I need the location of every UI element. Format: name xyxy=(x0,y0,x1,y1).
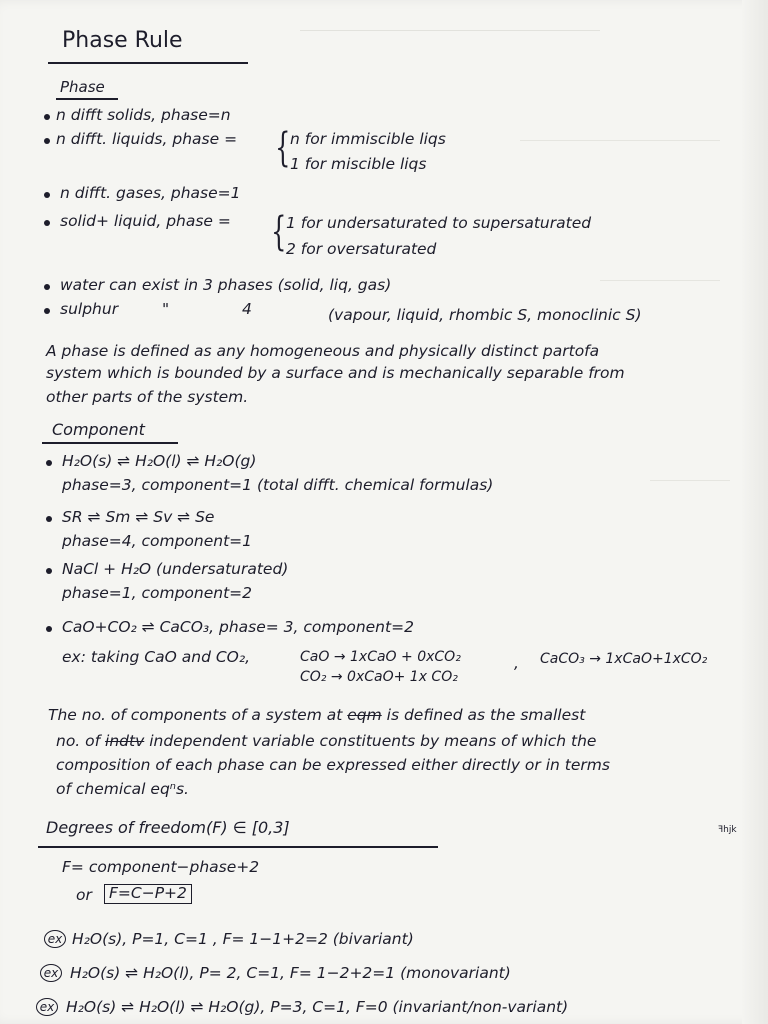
bullet xyxy=(44,308,50,314)
struck-text: eqm xyxy=(347,706,382,724)
freedom-heading-underline xyxy=(38,846,438,848)
ex-marker: ex xyxy=(44,930,66,948)
phase-line-sulphur: sulphur xyxy=(60,300,119,318)
bullet xyxy=(46,460,52,466)
bullet xyxy=(44,138,50,144)
bleed-through-2 xyxy=(520,140,720,142)
bleed-through-1 xyxy=(300,30,600,32)
component-example-sulphur-equation: SR ⇌ Sm ⇌ Sv ⇌ Se xyxy=(62,508,215,526)
component-heading-underline xyxy=(42,442,178,444)
phase-liquids-case-miscible: 1 for miscible liqs xyxy=(290,155,427,173)
phase-heading-underline xyxy=(56,98,118,100)
ex-marker: ex xyxy=(36,998,58,1016)
component-definition-line-2: no. of indtv independent variable constituents by means of which the xyxy=(56,732,597,750)
bullet xyxy=(44,284,50,290)
ditto-mark: " xyxy=(162,300,170,318)
bullet xyxy=(44,192,50,198)
phase-definition-line-2: system which is bounded by a surface and is mechanically separable from xyxy=(46,364,625,382)
phase-definition-line-1: A phase is defined as any homogeneous and physically distinct partofa xyxy=(46,342,600,360)
component-example-sulphur-detail: phase=4, component=1 xyxy=(62,532,253,550)
bullet xyxy=(46,568,52,574)
phase-line-gases: n difft. gases, phase=1 xyxy=(60,184,241,202)
bullet xyxy=(46,626,52,632)
component-definition-line-4: of chemical eqⁿs. xyxy=(56,780,189,798)
phase-line-liquids: n difft. liquids, phase = xyxy=(56,130,238,148)
component-example-caco3-breakdown: CaCO₃ → 1xCaO+1xCO₂ xyxy=(540,651,708,667)
freedom-example-invariant: H₂O(s) ⇌ H₂O(l) ⇌ H₂O(g), P=3, C=1, F=0 (invariant/non-variant) xyxy=(66,998,569,1016)
phase-liquids-case-immiscible: n for immiscible liqs xyxy=(290,130,446,148)
freedom-formula-words: F= component−phase+2 xyxy=(62,858,260,876)
component-example-caco3-equation: CaO+CO₂ ⇌ CaCO₃, phase= 3, component=2 xyxy=(62,618,414,636)
bleed-through-3 xyxy=(600,280,720,282)
bullet xyxy=(44,220,50,226)
curly-brace: { xyxy=(275,125,291,171)
bullet xyxy=(44,114,50,120)
section-heading-phase: Phase xyxy=(60,78,105,96)
title-underline xyxy=(48,62,248,64)
component-example-water-equation: H₂O(s) ⇌ H₂O(l) ⇌ H₂O(g) xyxy=(62,452,257,470)
comma-separator: , xyxy=(514,654,519,672)
component-definition-line-3: composition of each phase can be expressed either directly or in terms xyxy=(56,756,610,774)
component-definition-line-1: The no. of components of a system at eqm is defined as the smallest xyxy=(48,706,586,724)
struck-text: indtv xyxy=(105,732,145,750)
section-heading-degrees-of-freedom: Degrees of freedom(F) ∈ [0,3] xyxy=(46,818,290,837)
bullet xyxy=(46,516,52,522)
phase-line-solid-liquid: solid+ liquid, phase = xyxy=(60,212,231,230)
component-example-caco3-taking: ex: taking CaO and CO₂, xyxy=(62,648,251,666)
phase-solid-liquid-case-1: 1 for undersaturated to supersaturated xyxy=(286,214,592,232)
bleed-through-4 xyxy=(650,480,730,482)
section-heading-component: Component xyxy=(52,420,145,439)
curly-brace: { xyxy=(271,209,287,255)
component-example-water-detail: phase=3, component=1 (total difft. chemical formulas) xyxy=(62,476,494,494)
sulphur-phase-count: 4 xyxy=(242,300,252,318)
component-example-nacl-detail: phase=1, component=2 xyxy=(62,584,253,602)
page-title: Phase Rule xyxy=(62,28,183,53)
ex-marker: ex xyxy=(40,964,62,982)
corner-stamp: ꟻhjk xyxy=(718,825,737,835)
freedom-example-bivariant: H₂O(s), P=1, C=1 , F= 1−1+2=2 (bivariant) xyxy=(72,930,414,948)
freedom-example-monovariant: H₂O(s) ⇌ H₂O(l), P= 2, C=1, F= 1−2+2=1 (monovariant) xyxy=(70,964,511,982)
component-example-cao-breakdown: CaO → 1xCaO + 0xCO₂ xyxy=(300,649,461,665)
component-example-nacl-equation: NaCl + H₂O (undersaturated) xyxy=(62,560,289,578)
component-example-co2-breakdown: CO₂ → 0xCaO+ 1x CO₂ xyxy=(300,669,458,685)
page-edge xyxy=(742,0,768,1024)
phase-line-water: water can exist in 3 phases (solid, liq, gas) xyxy=(60,276,392,294)
phase-definition-line-3: other parts of the system. xyxy=(46,388,249,406)
freedom-formula-boxed: F=C−P+2 xyxy=(104,884,192,904)
phase-solid-liquid-case-2: 2 for oversaturated xyxy=(286,240,437,258)
sulphur-phases-list: (vapour, liquid, rhombic S, monoclinic S) xyxy=(328,306,642,324)
phase-line-solids: n difft solids, phase=n xyxy=(56,106,231,124)
or-label: or xyxy=(76,886,92,904)
